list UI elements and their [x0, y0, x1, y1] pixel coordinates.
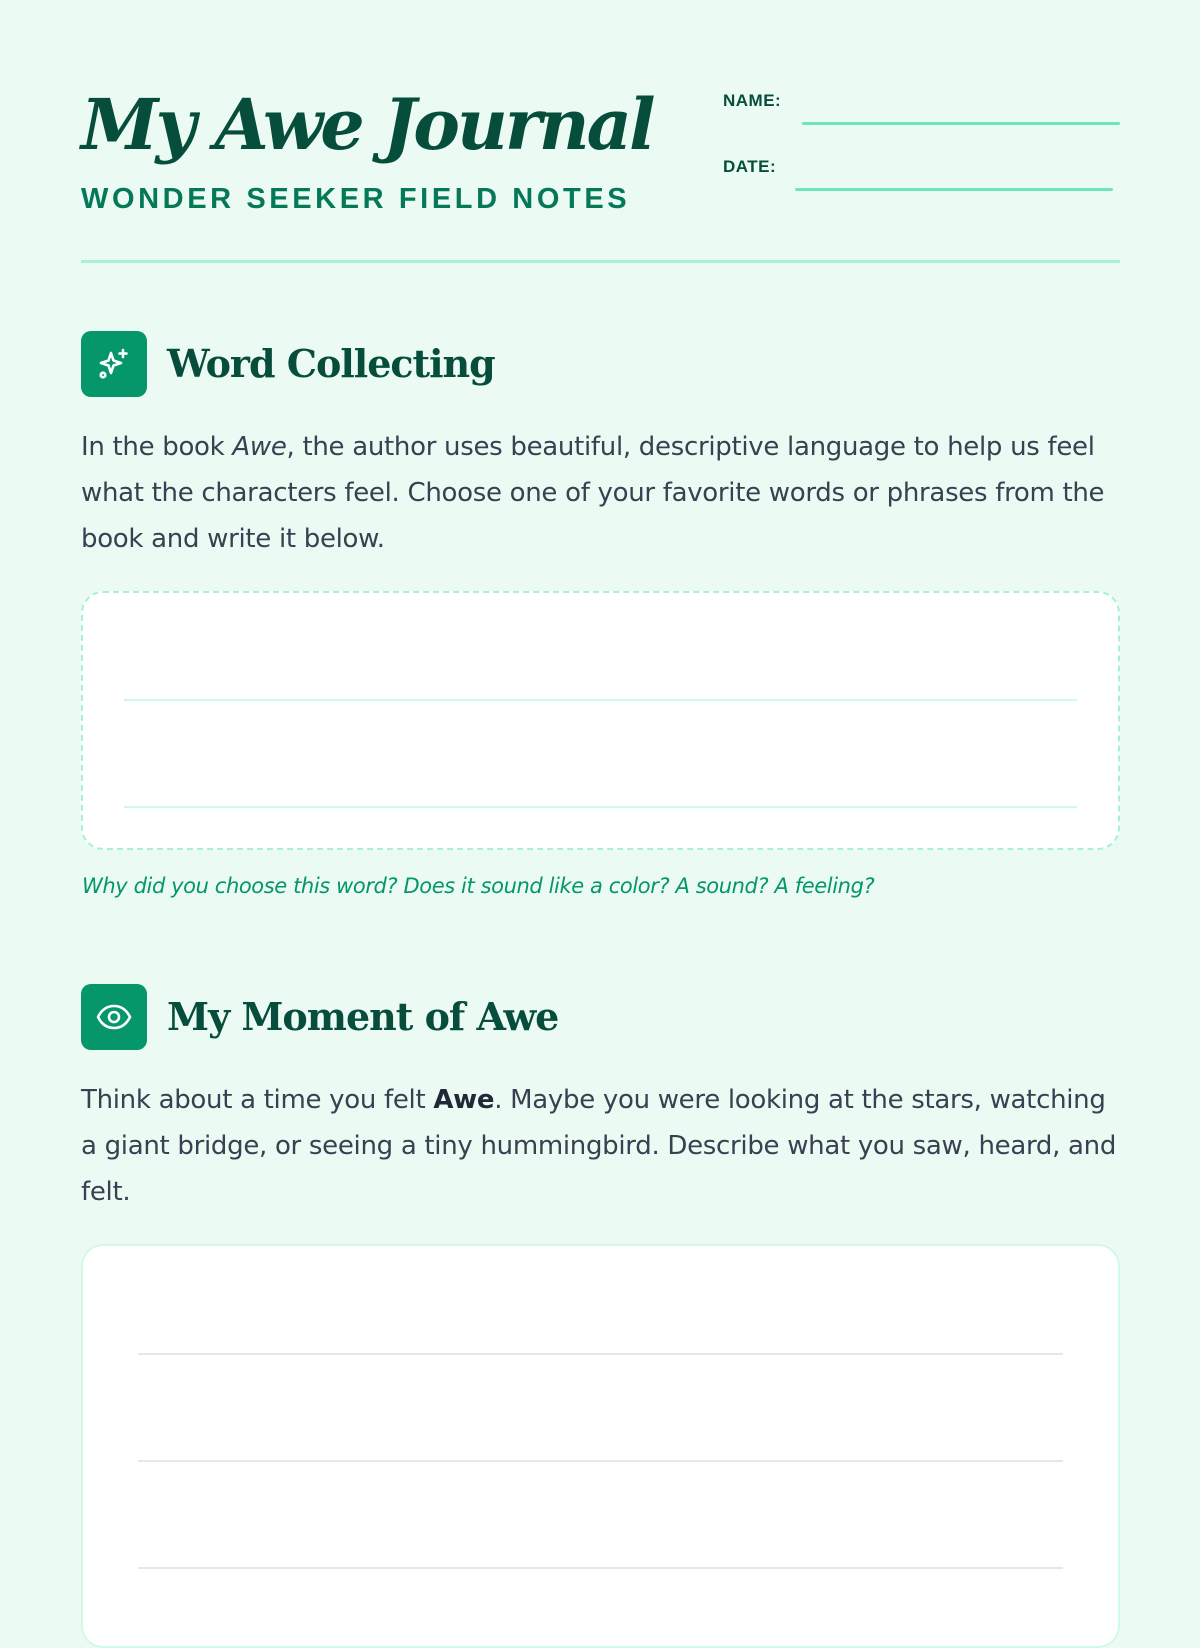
- instruction-text-cont: , the author uses beautiful, descriptive language to help us feel what the characters feel. Choose one of your favorite words or phrases from the book and write it below.: [81, 432, 1105, 554]
- awe-emphasis: Awe: [433, 1085, 495, 1115]
- sparkles-icon: [81, 331, 147, 397]
- name-label: NAME:: [723, 91, 782, 110]
- word-collecting-header: [81, 331, 981, 397]
- word-hint: Why did you choose this word? Does it sound like a color? A sound? A feeling?: [82, 874, 875, 898]
- instruction-text: Think about a time you felt: [81, 1085, 434, 1115]
- word-writing-box[interactable]: [81, 591, 1120, 850]
- header-divider: [81, 260, 1120, 263]
- name-write-line[interactable]: [802, 122, 1120, 125]
- writing-line: [138, 1460, 1063, 1462]
- word-collecting-instructions: [81, 424, 1120, 562]
- moment-of-awe-header: [81, 984, 981, 1050]
- journal-page: [81, 0, 1120, 1600]
- date-write-line[interactable]: [795, 188, 1113, 191]
- journal-header: [81, 80, 1120, 262]
- moment-of-awe-title: My Moment of Awe: [167, 994, 559, 1039]
- eye-icon: [81, 984, 147, 1050]
- book-title: Awe: [232, 432, 287, 462]
- writing-line: [124, 699, 1077, 701]
- moment-writing-box[interactable]: [81, 1244, 1120, 1648]
- word-collecting-title: Word Collecting: [167, 341, 495, 386]
- date-label: DATE:: [723, 157, 777, 176]
- date-field[interactable]: [723, 151, 1120, 191]
- page-title: My Awe Journal: [81, 83, 653, 166]
- writing-line: [138, 1567, 1063, 1569]
- name-field[interactable]: [723, 85, 1120, 125]
- writing-line: [124, 806, 1077, 808]
- instruction-text: In the book: [81, 432, 233, 462]
- writing-line: [138, 1353, 1063, 1355]
- page-subtitle: WONDER SEEKER FIELD NOTES: [81, 183, 631, 215]
- instruction-text-cont: . Maybe you were looking at the stars, watching a giant bridge, or seeing a tiny hummingbird. Describe what you saw, heard, and felt.: [81, 1085, 1117, 1207]
- moment-of-awe-instructions: [81, 1077, 1120, 1215]
